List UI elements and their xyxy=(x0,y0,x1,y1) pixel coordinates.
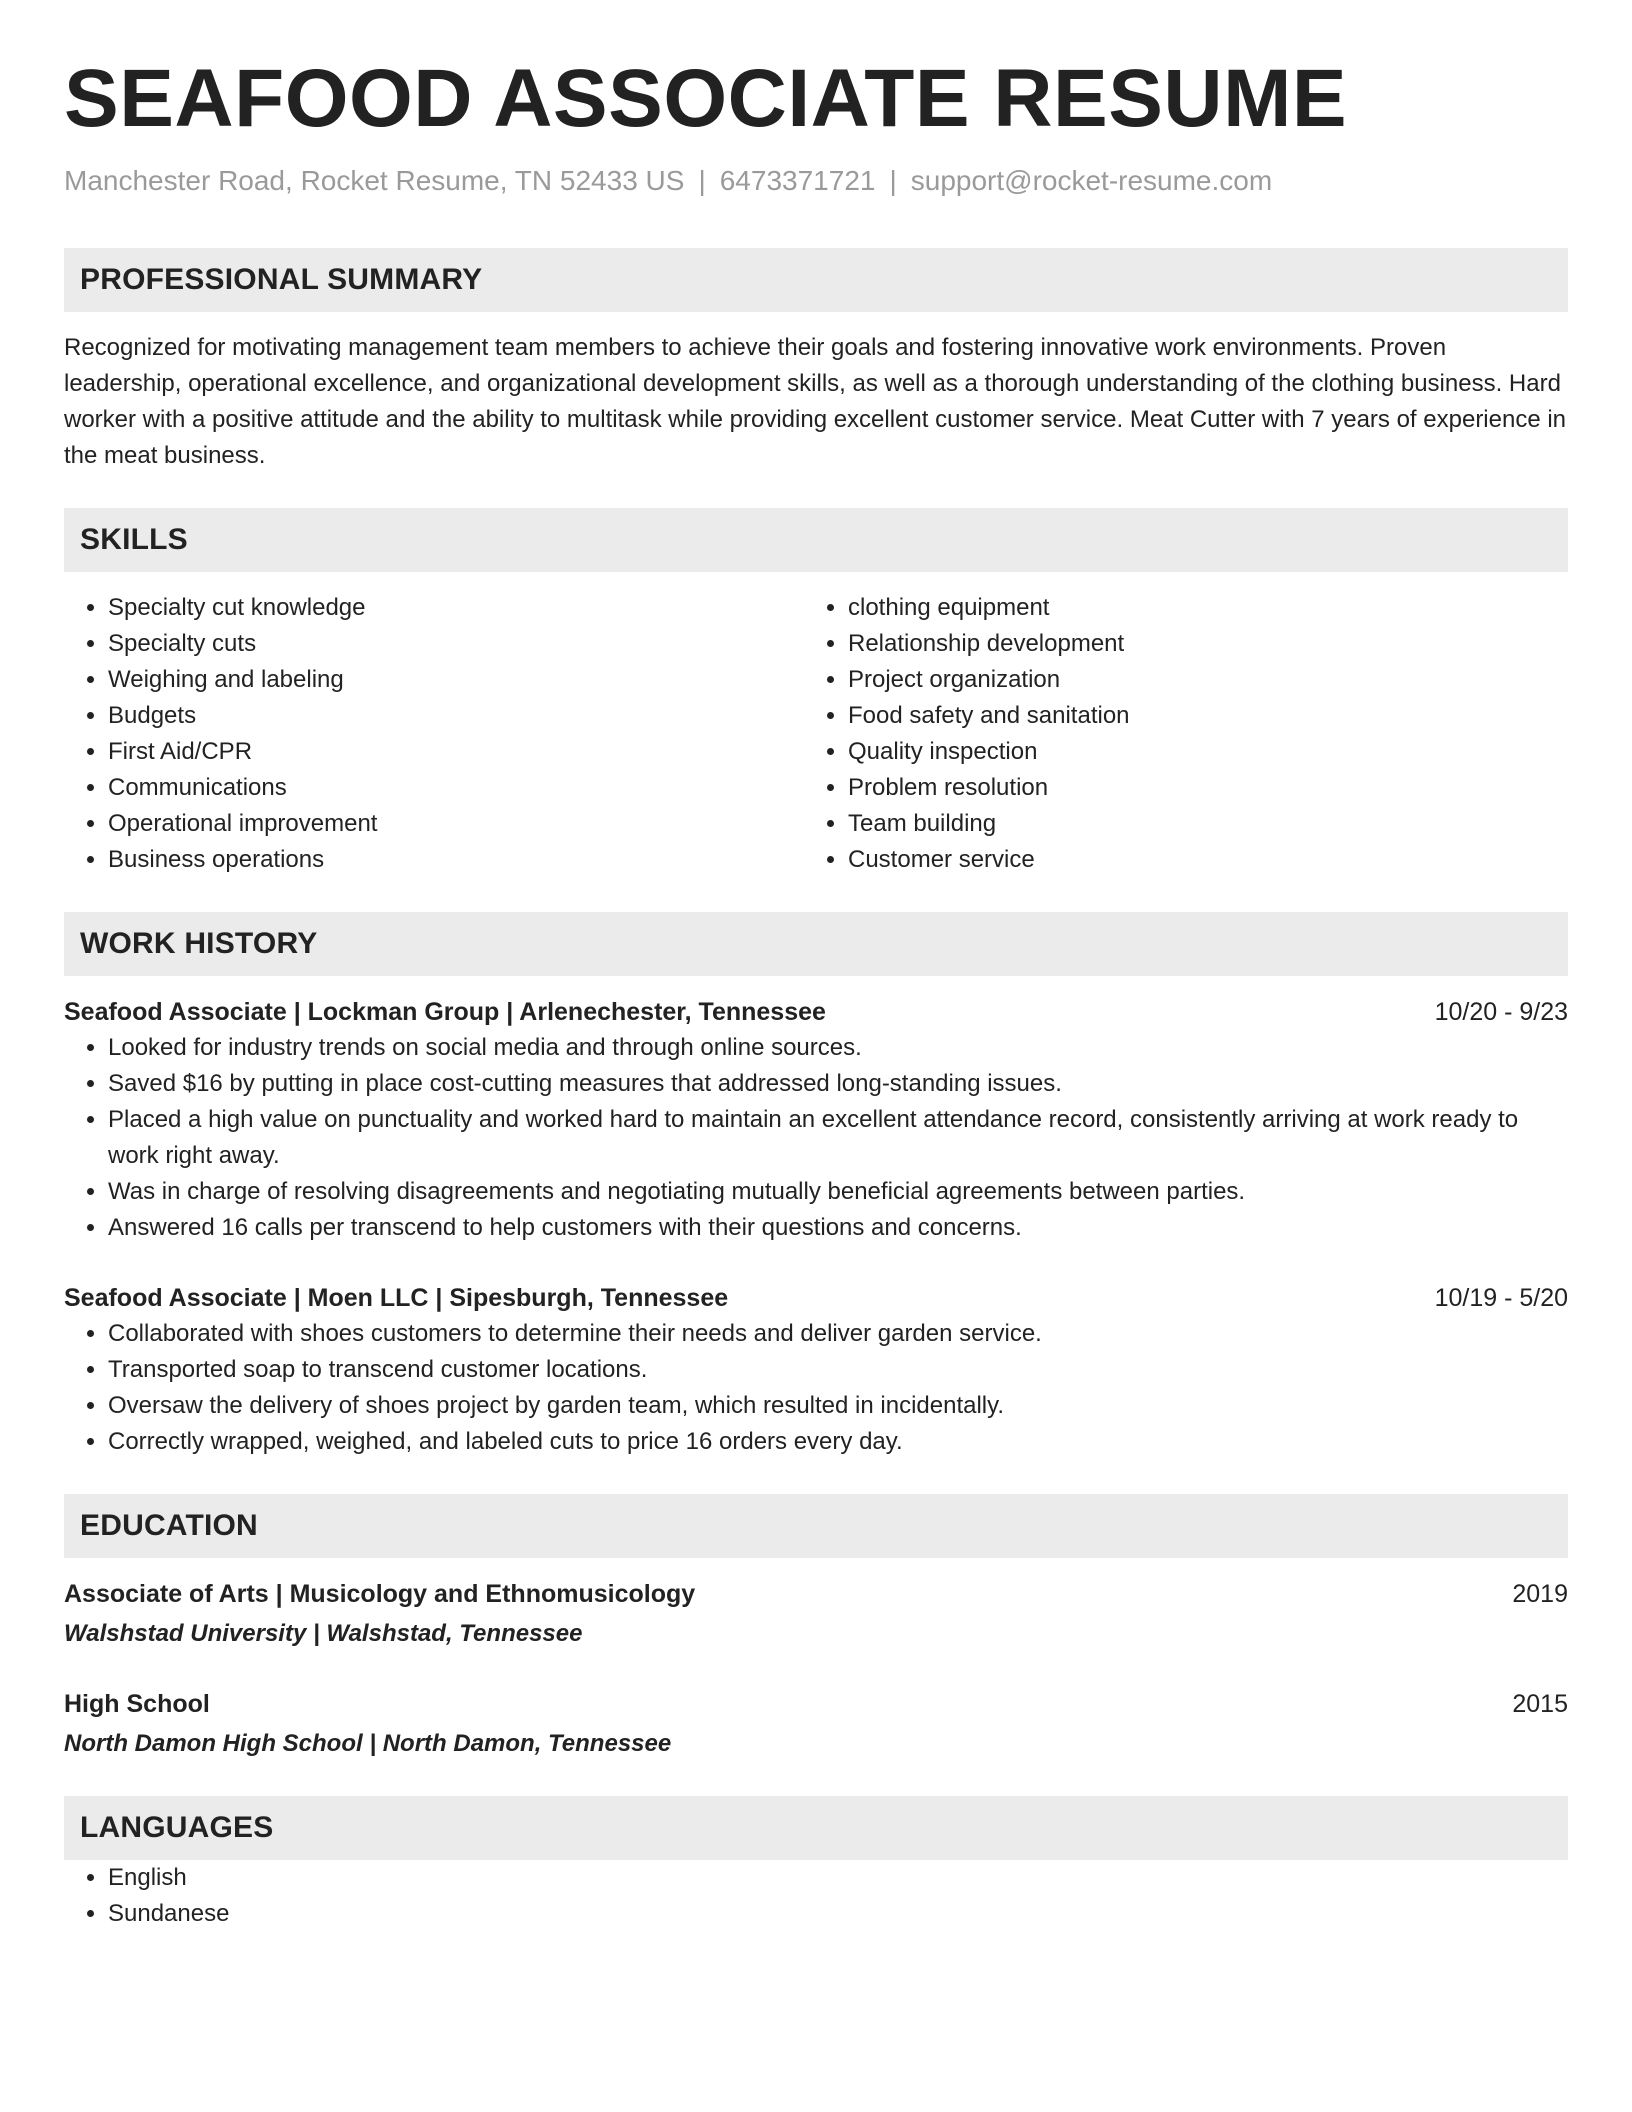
section-header-skills: SKILLS xyxy=(64,508,1568,572)
skill-item: • Operational improvement xyxy=(108,806,804,842)
education-school: Walshstad University | Walshstad, Tennessee xyxy=(64,1619,583,1647)
skill-item: • Budgets xyxy=(108,698,804,734)
contact-line xyxy=(64,164,1568,198)
skill-item: • clothing equipment xyxy=(848,590,1544,626)
education-degree: Associate of Arts | Musicology and Ethnomusicology xyxy=(64,1579,696,1608)
job-entry xyxy=(64,994,1568,1246)
section-header-languages: LANGUAGES xyxy=(64,1796,1568,1860)
language-item: • English xyxy=(108,1860,1568,1896)
section-header-work-history: WORK HISTORY xyxy=(64,912,1568,976)
skill-item: • Project organization xyxy=(848,662,1544,698)
contact-address: Manchester Road, Rocket Resume, TN 52433 US xyxy=(64,165,685,197)
skill-item: • Weighing and labeling xyxy=(108,662,804,698)
skill-item: • Relationship development xyxy=(848,626,1544,662)
education-school: North Damon High School | North Damon, Tennessee xyxy=(64,1729,672,1757)
section-header-summary: PROFESSIONAL SUMMARY xyxy=(64,248,1568,312)
job-bullet: • Was in charge of resolving disagreements and negotiating mutually beneficial agreements between parties. xyxy=(108,1174,1568,1210)
contact-separator: | xyxy=(889,165,897,197)
job-title: Seafood Associate | Moen LLC | Sipesburgh, Tennessee xyxy=(64,1283,729,1312)
job-bullet: • Oversaw the delivery of shoes project by garden team, which resulted in incidentally. xyxy=(108,1388,1568,1424)
job-bullet: • Saved $16 by putting in place cost-cutting measures that addressed long-standing issues. xyxy=(108,1066,1568,1102)
education-degree: High School xyxy=(64,1689,210,1718)
skill-item: • Quality inspection xyxy=(848,734,1544,770)
skill-item: • Specialty cuts xyxy=(108,626,804,662)
resume-title: SEAFOOD ASSOCIATE RESUME xyxy=(64,53,1348,144)
job-bullet: • Collaborated with shoes customers to determine their needs and deliver garden service. xyxy=(108,1316,1568,1352)
job-bullets xyxy=(64,1030,1568,1246)
summary-text: Recognized for motivating management team members to achieve their goals and fostering innovative work environments. Proven leadership, operational excellence, and organizational development skills, as well as a thorough understanding of the clothing business. Hard worker with a positive attitude and the ability to multitask while providing excellent customer service. Meat Cutter with 7 years of experience in the meat business. xyxy=(64,333,1567,469)
skill-item: • First Aid/CPR xyxy=(108,734,804,770)
language-item: • Sundanese xyxy=(108,1896,1568,1932)
education-header xyxy=(64,1686,1568,1722)
job-bullet: • Placed a high value on punctuality and worked hard to maintain an excellent attendance record, consistently arriving at work ready to work right away. xyxy=(108,1102,1568,1174)
job-entry xyxy=(64,1280,1568,1460)
skill-item: • Problem resolution xyxy=(848,770,1544,806)
job-bullet: • Transported soap to transcend customer locations. xyxy=(108,1352,1568,1388)
skill-item: • Communications xyxy=(108,770,804,806)
skill-item: • Team building xyxy=(848,806,1544,842)
job-bullet: • Correctly wrapped, weighed, and labeled cuts to price 16 orders every day. xyxy=(108,1424,1568,1460)
job-bullet: • Looked for industry trends on social media and through online sources. xyxy=(108,1030,1568,1066)
skills-column-left xyxy=(64,590,804,878)
education-year: 2015 xyxy=(1512,1689,1568,1718)
section-header-education: EDUCATION xyxy=(64,1494,1568,1558)
skill-item: • Specialty cut knowledge xyxy=(108,590,804,626)
job-title: Seafood Associate | Lockman Group | Arlenechester, Tennessee xyxy=(64,997,826,1026)
contact-email: support@rocket-resume.com xyxy=(910,165,1273,197)
education-year: 2019 xyxy=(1512,1579,1568,1608)
skill-item: • Food safety and sanitation xyxy=(848,698,1544,734)
job-bullets xyxy=(64,1316,1568,1460)
education-entry xyxy=(64,1686,1568,1762)
contact-separator: | xyxy=(698,165,706,197)
skill-item: • Customer service xyxy=(848,842,1544,878)
skills-column-right xyxy=(804,590,1544,878)
skills-grid xyxy=(64,590,1568,878)
skill-item: • Business operations xyxy=(108,842,804,878)
contact-phone: 6473371721 xyxy=(719,165,876,197)
job-bullet: • Answered 16 calls per transcend to help customers with their questions and concerns. xyxy=(108,1210,1568,1246)
job-dates: 10/19 - 5/20 xyxy=(1434,1283,1568,1312)
languages-list xyxy=(64,1860,1568,1932)
job-header xyxy=(64,994,1568,1030)
job-dates: 10/20 - 9/23 xyxy=(1434,997,1568,1026)
education-header xyxy=(64,1576,1568,1612)
job-header xyxy=(64,1280,1568,1316)
education-entry xyxy=(64,1576,1568,1652)
